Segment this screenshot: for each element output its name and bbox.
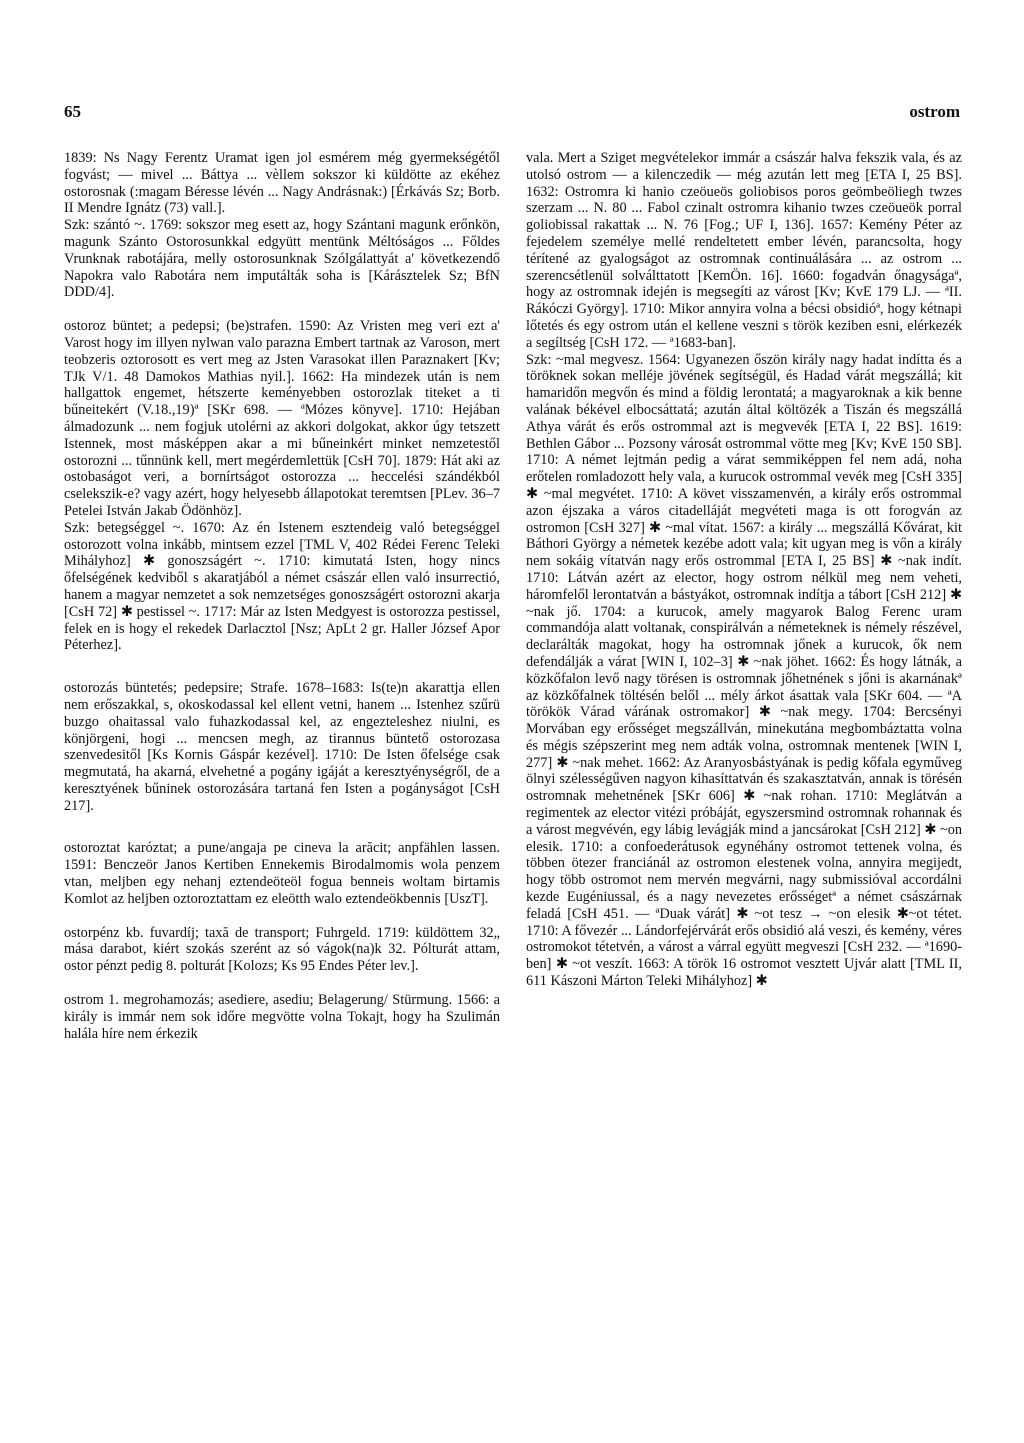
page-header [64,102,960,128]
right-column [526,150,962,990]
entry-paragraph: Szk: ~mal megvesz. 1564: Ugyanezen őszön király nagy hadat indítta és a töröknek sokan melléje jövének segítségül, és Hadad várát megszállá; kit hamaridőn megvőn és mind a földig lerontatá; a magyaroknak a kik benne valának békével elbocsáttatá; azután által költözék a Tiszán és megszállá Athya várát és erős ostrommal azt is megvevék [ETA I, 22 BS]. 1619: Bethlen Gábor ... Pozsony városát ostrommal vötte meg [Kv; KvE 150 SB]. 1710: A német lejtmán pedig a várat semmiképpen fel nem adá, noha erőtelen romladozott hely vala, a kurucok ostrommal vevék meg [CsH 335] ✱ ~mal megvétet. 1710: A követ visszamenvén, a király erős ostrommal azon éjszaka a város citadelláját megvéteti maga is ott forogván az ostromon [CsH 327] ✱ ~mal vítat. 1567: a király ... megszállá Kővárat, kit Báthori György a németek kezébe adott vala; kit ugyan meg is vőn a király nem sokáig vítatván nagy erős ostrommal [ETA I, 25 BS] ✱ ~nak indít. 1710: Látván azért az elector, hogy ostrom nélkül meg nem veheti, háromfelől lerontatván a bástyákot, ostromnak indítja a tábort [CsH 212] ✱ ~nak jő. 1704: a kurucok, amely magyarok Balog Ferenc uram commandója alatt voltanak, conspirálván a németeknek is némely részével, declarálták magokat, hogy ha ostromnak jőnek a kurucok, ők nem defendálják a várat [WIN I, 102–3] ✱ ~nak jöhet. 1662: És hogy látnák, a közkőfalon levő nagy törésen is ostromnak jőhetnének s jőni is akarnánakª az közkőfalnek töltésén belől ... mély árkot ásattak vala [SKr 604. — ªA törökök Várad várának ostromakor] ✱ ~nak megy. 1704: Bercsényi Morvában egy erősséget megszállván, minekutána megbombáztatta volna és mégis szépszerint meg nem adták volna, ostromnak mentenek [WIN I, 277] ✱ ~nak mehet. 1662: Az Aranyosbástyának is pedig kőfala egyműveg ölnyi szélességűven nagyon kihasíttatván és szakasztatván, annak is törésén ostromnak mehetnének [SKr 606] ✱ ~nak rohan. 1710: Meglátván a regimentek az elector vitézi próbáját, egyszersmind ostromnak rohannak és a várost megvévén, egy lábig levágják mind a jancsárokat [CsH 212] ✱ ~on elesik. 1710: a confoederátusok egynéhány ostromot tettenek volna, és többen ötezer franciánál az ostromon elestenek volna, annyira megijedt, hogy több ostromot nem mervén megvárni, nagy submissióval accordálni kezde Eugéniussal, és a nagy nevezetes erősségetª a német császárnak feladá [CsH 451. — ªDuak várát] ✱ ~ot tesz → ~on elesik ✱~ot tétet. 1710: A fővezér ... Lándorfejérvárát erős obsidió alá veszi, és kemény, véres ostromokot tétetvén, a várost a várral együtt megveszi [CsH 232. — ª1690-ben] ✱ ~ot veszít. 1663: A török 16 ostromot vesztett Ujvár alatt [TML II, 611 Kászoni Márton Teleki Mihályhoz] ✱ [526,351,962,990]
entry-paragraph: Szk: szántó ~. 1769: sokszor meg esett az, hogy Szántani magunk erőnkön, magunk Szánto Ostorosunkkal edgyütt mentünk Méltóságos ... Főldes Vrunknak rabotájára, melly ostorosunknak Szólgálattyát a' következendő Napokra valo Rabotára nem imputálták soha is [Kárásztelek Sz; BfN DDD/4]. [64,217,500,301]
entry-ostrom: ostrom 1. megrohamozás; asediere, asediu; Belagerung/ Stürmung. 1566: a király is immár nem sok időre megvötte volna Tokajt, hogy ha Szulimán halála híre nem érkezik [64,992,500,1042]
left-column [64,150,500,1042]
entry-paragraph: vala. Mert a Sziget megvételekor immár a császár halva fekszik vala, és az utolsó ostrom — a kilenczedik — még azután lett meg [ETA I, 25 BS]. 1632: Ostromra ki hanio czeöueös goliobisos poros geömbeöliegh twzes szerzam ... N. 80 ... Fabol czinalt ostromra kihanio twzes czeöueök porral goliobissal rakattak ... N. 76 [Fog.; UF I, 136]. 1657: Kemény Péter az fejedelem személye mellé rendeltetett ember lévén, parancsolta, hogy térítené az gyalogságot az ostromnak continuálására ... az ostrom ... szerencsétlenül solválttatott [KemÖn. 16]. 1660: fogadván őnagyságaª, hogy az ostromnak idején is megsegíti az várost [Kv; KvE 179 LJ. — ªII. Rákóczi György]. 1710: Mikor annyira volna a bécsi obsidióª, hogy kétnapi lőtetés és egy ostrom után el kellene veszni s török keziben esni, elérkezék a segíltség [CsH 172. — ª1683-ban]. [526,150,962,351]
entry-ostoroz: ostoroz büntet; a pedepsi; (be)strafen. 1590: Az Vristen meg veri ezt a' Varost hogy im illyen nylwan valo parazna Embert tartnak az Varoson, mert teobzeris oztorosott es vert meg az Jsten Varasokat illen Paraznakert [Kv; TJk V/1. 48 Damokos Mathias nyil.]. 1662: Ha mindezek után is nem hallgattok engemet, hétszerte keményebben ostorozlak titeket a ti bűneitekért (V.18.,19)ª [SKr 698. — ªMózes könyve]. 1710: Hejában álmadozunk ... nem fogjuk utolérni az akkori dolgokat, akkor úgy tetszett Istennek, most másképpen akar a mi bűneinkért minket nemzetestől ostorozni ... tűnnünk kell, mert megérdemlettük [CsH 70]. 1879: Hát aki az ostobaságot veri, a bornírtságot ostorozza ... heccelési szándékból cselekszik-e? vagy azért, hogy helyesebb állapotokat teremtsen [PLev. 36–7 Petelei István Jakab Ödönhöz]. [64,318,500,519]
entry-ostorozas: ostorozás büntetés; pedepsire; Strafe. 1678–1683: Is(te)n akarattja ellen nem erőszakkal, s, okoskodassal kel ellent vetni, hanem ... Istenhez szűrü buzgo ohaitassal valo fuhazkodassal kel, az engezteleshez niulni, es könjörgeni, hogi ... mencsen megh, az tirannus büntető ostorozasa szenvedesitől [Ks Kornis Gáspár kezével]. 1710: De Isten őfelsége csak megmutatá, ha akarná, elvehetné a pogány igáját a keresztyénységről, de a keresztyének bűninek ostorozására tartaná fen Isten a pogányságot [CsH 217]. [64,680,500,814]
page-number: 65 [64,102,81,121]
entry-paragraph: 1839: Ns Nagy Ferentz Uramat igen jol esmérem még gyermekségétől fogvást; — mivel ... Báttya ... vèllem sokszor ki küldötte az ekéhez ostorosnak (:magam Béresse lévén ... Nagy Andrásnak:) [Érkávás Sz; Borb. II Mendre Ignátz (73) vall.]. [64,150,500,217]
running-head: ostrom [909,102,960,121]
entry-ostorpenz: ostorpénz kb. fuvardíj; taxă de transport; Fuhrgeld. 1719: küldöttem 32„ mása darabot, kiért szokás szerént az só vágok(na)k 32. Pólturát attam, ostor pénzt pedig 8. polturát [Kolozs; Ks 95 Endes Péter lev.]. [64,924,500,975]
entry-paragraph: Szk: betegséggel ~. 1670: Az én Istenem esztendeig való betegséggel ostorozott volna inkább, mintsem ezzel [TML V, 402 Rédei Ferenc Teleki Mihályhoz] ✱ gonoszságért ~. 1710: kimutatá Isten, hogy nincs őfelségének kedviből s akaratjából a német császár ellen való insurrectió, hanem a magyar nemzetet a sok nemzetséges gonoszságért ostorozni akarja [CsH 72] ✱ pestissel ~. 1717: Már az Isten Medgyest is ostorozza pestissel, felek en is hogy el rekedek Darlacztol [Nsz; ApLt 2 gr. Haller József Apor Péterhez]. [64,519,500,654]
entry-ostoroztat: ostoroztat karóztat; a pune/angaja pe cineva la arăcit; anpfählen lassen. 1591: Benczeör Janos Kertiben Ennekemis Birodalmomis wola penzem vtan, meljben egy nehanj eztendeöteöl fogua benneis woltam birtamis Komlot az heljben oztoroztattam ez eleötth walo eztendeökbennis [UszT]. [64,840,500,907]
